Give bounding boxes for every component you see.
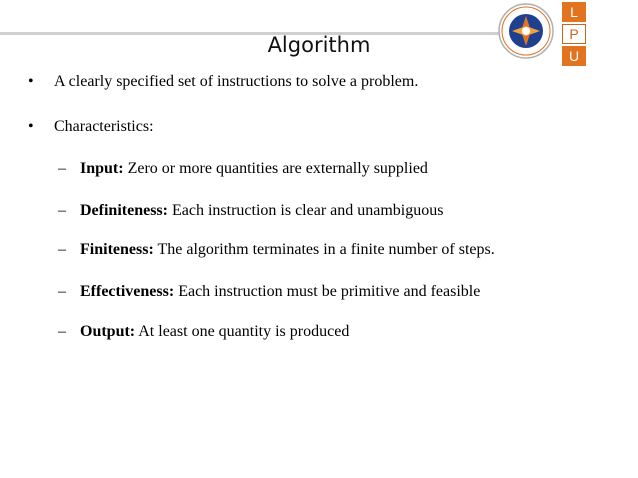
bullet-marker: •	[28, 73, 34, 90]
sub-bullet-marker: –	[58, 160, 66, 177]
bullet-marker: •	[28, 118, 34, 135]
logo-letter-p: P	[562, 24, 586, 44]
characteristic-description: Each instruction is clear and unambiguous	[171, 202, 444, 219]
sub-bullet-marker: –	[58, 241, 66, 258]
characteristic-term: Definiteness:	[80, 202, 168, 219]
characteristic-output	[58, 323, 349, 341]
sub-bullet-marker: –	[58, 202, 66, 219]
characteristic-finiteness	[58, 241, 495, 259]
characteristic-description: The algorithm terminates in a finite number of steps.	[157, 241, 495, 258]
characteristic-input	[58, 160, 428, 178]
slide-title: Algorithm	[267, 33, 371, 57]
bullet-text: A clearly specified set of instructions to solve a problem.	[54, 73, 419, 90]
characteristic-description: Each instruction must be primitive and feasible	[178, 283, 481, 300]
logo-letter-l: L	[562, 2, 586, 22]
bullet-text: Characteristics:	[54, 118, 154, 135]
characteristic-term: Effectiveness:	[80, 283, 175, 300]
characteristic-definiteness	[58, 202, 443, 220]
characteristic-effectiveness	[58, 283, 480, 301]
characteristic-term: Input:	[80, 160, 124, 177]
logo-letter-u: U	[562, 46, 586, 66]
characteristic-term: Finiteness:	[80, 241, 154, 258]
characteristic-description: Zero or more quantities are externally supplied	[127, 160, 428, 177]
characteristic-description: At least one quantity is produced	[138, 323, 350, 340]
bullet-definition	[28, 73, 418, 91]
sub-bullet-marker: –	[58, 323, 66, 340]
bullet-characteristics	[28, 118, 154, 136]
characteristic-term: Output:	[80, 323, 136, 340]
sub-bullet-marker: –	[58, 283, 66, 300]
